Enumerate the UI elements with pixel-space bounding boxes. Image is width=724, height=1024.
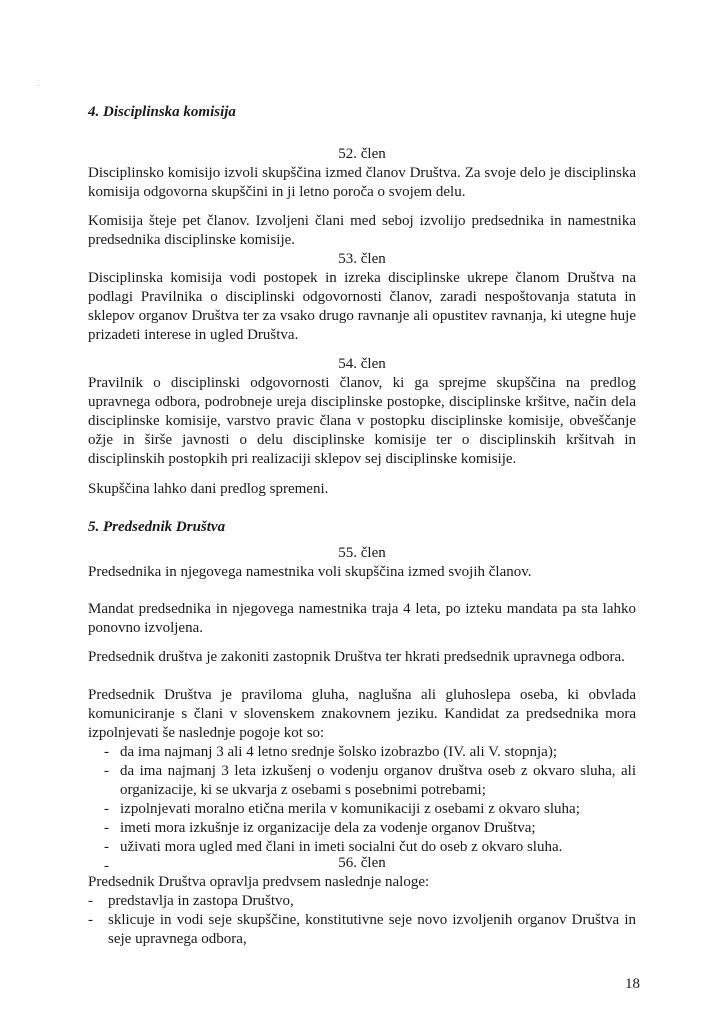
article-55-conditions-list (88, 743, 636, 857)
list-item: - imeti mora izkušnje iz organizacije dela za vodenje organov Društva; (88, 819, 636, 838)
list-item: - uživati mora ugled med člani in imeti socialni čut do oseb z okvaro sluha. (88, 838, 636, 857)
article-56-intro: Predsednik Društva opravlja predvsem naslednje naloge: (88, 874, 430, 890)
article-55-paragraph-2: Mandat predsednika in njegovega namestnika traja 4 leta, po izteku mandata pa sta lahko ponovno izvoljena. (88, 601, 636, 636)
list-item: - predstavlja in zastopa Društvo, (88, 892, 636, 911)
article-56-title: 56. člen (338, 855, 386, 871)
page-number: 18 (625, 976, 640, 992)
list-item: - da ima najmanj 3 ali 4 letno srednje šolsko izobrazbo (IV. ali V. stopnja); (88, 743, 636, 762)
list-item: - izpolnjevati moralno etična merila v komunikaciji z osebami z okvaro sluha; (88, 800, 636, 819)
article-52-paragraph-1: Disciplinsko komisijo izvoli skupščina izmed članov Društva. Za svoje delo je disciplinska komisija odgovorna skupščini in ji letno poroča o svojem delu. (88, 165, 636, 200)
scan-speck (38, 85, 39, 86)
article-52-title: 52. člen (338, 146, 386, 162)
article-55-title: 55. člen (338, 545, 386, 561)
article-54-title: 54. člen (338, 356, 386, 372)
article-54-paragraph-1: Pravilnik o disciplinski odgovornosti članov, ki ga sprejme skupščina na predlog upravnega odbora, podrobneje ureja disciplinske postopke, disciplinske kršitve, način dela disciplinske komisije, varstvo pravic člana v postopku disciplinske komisije, obveščanje ožje in širše javnosti o delu disciplinske komisije ter o disciplinskih kršitvah in disciplinskih postopkih pri realizaciji sklepov sej disciplinske komisije. (88, 375, 636, 467)
article-52-paragraph-2: Komisija šteje pet članov. Izvoljeni člani med seboj izvolijo predsednika in namestnika predsednika disciplinske komisije. (88, 213, 636, 248)
article-53-paragraph-1: Disciplinska komisija vodi postopek in izreka disciplinske ukrepe članom Društva na podlagi Pravilnika o disciplinski odgovornosti članov, zaradi nespoštovanja statuta in sklepov organov Društva ter za vsako drugo ravnanje ali opustitev ravnanja, ki utegne huje prizadeti interese in ugled Društva. (88, 270, 636, 343)
section-heading-disciplinska-komisija: 4. Disciplinska komisija (88, 104, 236, 120)
list-item: - sklicuje in vodi seje skupščine, konstitutivne seje novo izvoljenih organov Društva in seje upravnega odbora, (88, 911, 636, 949)
article-55-paragraph-3: Predsednik društva je zakoniti zastopnik Društva ter hkrati predsednik upravnega odbora. (88, 649, 625, 665)
article-55-paragraph-1: Predsednika in njegovega namestnika voli skupščina izmed svojih članov. (88, 564, 532, 580)
section-heading-predsednik-drustva: 5. Predsednik Društva (88, 519, 226, 535)
article-56-duties-list (88, 892, 636, 949)
article-55-paragraph-4: Predsednik Društva je praviloma gluha, naglušna ali gluhoslepa oseba, ki obvlada komuniciranje s člani v slovenskem znakovnem jeziku. Kandidat za predsednika mora izpolnjevati še naslednje pogoje kot so: (88, 687, 636, 741)
list-item: - da ima najmanj 3 leta izkušenj o vodenju organov društva oseb z okvaro sluha, ali organizacije, ki se ukvarja z osebami s posebnimi potrebami; (88, 762, 636, 800)
article-53-title: 53. člen (338, 251, 386, 267)
article-54-paragraph-2: Skupščina lahko dani predlog spremeni. (88, 481, 329, 497)
